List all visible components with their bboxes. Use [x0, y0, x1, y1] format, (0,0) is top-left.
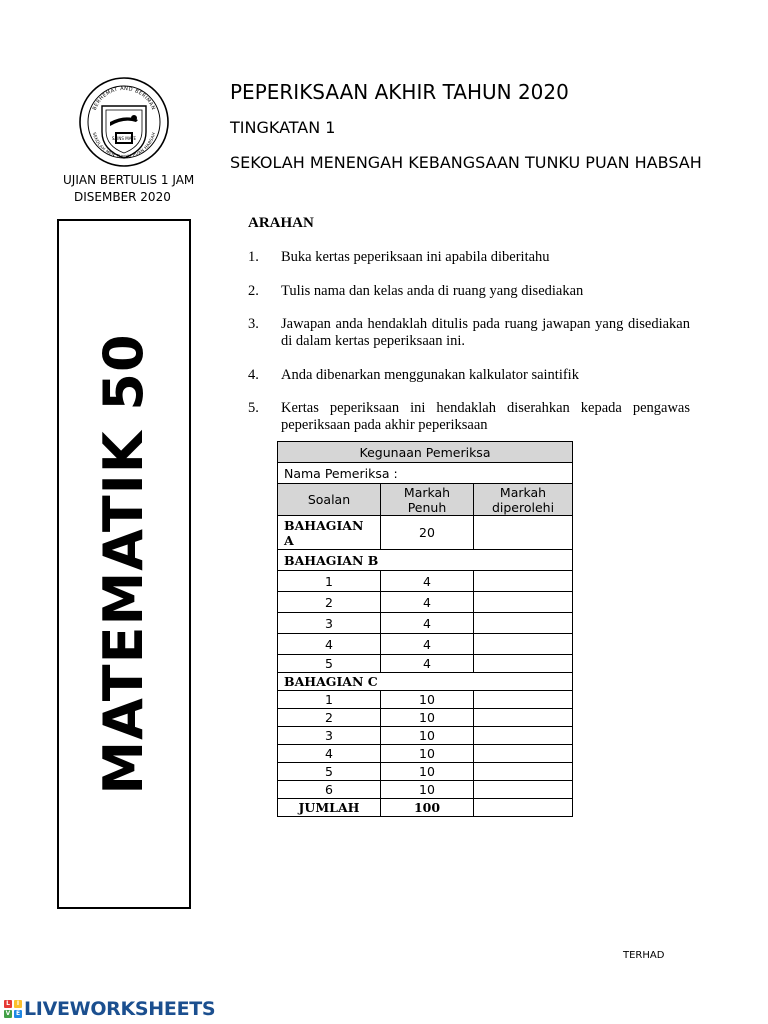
section-a-label: BAHAGIAN A — [278, 516, 381, 550]
question-number: 5 — [278, 763, 381, 781]
crest-motto-bottom: SEKOLAH MEN TUNKU PUAN HABSAH — [91, 131, 157, 160]
score-cell[interactable] — [474, 634, 573, 655]
question-number: 2 — [278, 709, 381, 727]
question-number: 3 — [278, 727, 381, 745]
classification-label: TERHAD — [623, 950, 665, 961]
test-duration: UJIAN BERTULIS 1 JAM — [63, 173, 195, 187]
school-name: SEKOLAH MENENGAH KEBANGSAAN TUNKU PUAN HABSAH — [230, 153, 702, 172]
question-number: 5 — [278, 655, 381, 673]
full-marks: 10 — [381, 709, 474, 727]
table-row — [278, 634, 573, 655]
table-row — [278, 727, 573, 745]
score-cell[interactable] — [474, 571, 573, 592]
score-cell[interactable] — [474, 592, 573, 613]
table-row — [278, 571, 573, 592]
table-row — [278, 709, 573, 727]
question-number: 6 — [278, 781, 381, 799]
score-cell[interactable] — [474, 781, 573, 799]
score-cell[interactable] — [474, 763, 573, 781]
instruction-number: 1. — [248, 249, 259, 265]
test-date: DISEMBER 2020 — [74, 190, 171, 204]
score-cell[interactable] — [474, 691, 573, 709]
table-title: Kegunaan Pemeriksa — [278, 442, 573, 463]
section-b-label: BAHAGIAN B — [278, 550, 573, 571]
score-cell[interactable] — [474, 745, 573, 763]
instructions-heading: ARAHAN — [248, 215, 314, 231]
section-a-score-cell[interactable] — [474, 516, 573, 550]
full-marks: 4 — [381, 592, 474, 613]
full-marks: 4 — [381, 613, 474, 634]
instruction-text: Kertas peperiksaan ini hendaklah diserahkan kepada pengawas peperiksaan pada akhir peperiksaan — [281, 400, 690, 433]
full-marks: 10 — [381, 781, 474, 799]
question-number: 2 — [278, 592, 381, 613]
table-row — [278, 613, 573, 634]
section-a-marks: 20 — [381, 516, 474, 550]
full-marks: 10 — [381, 763, 474, 781]
score-cell[interactable] — [474, 655, 573, 673]
instruction-number: 4. — [248, 367, 259, 383]
table-row — [278, 655, 573, 673]
full-marks: 4 — [381, 571, 474, 592]
score-cell[interactable] — [474, 613, 573, 634]
table-row — [278, 691, 573, 709]
total-score-cell[interactable] — [474, 799, 573, 817]
crest-book-text: SAINS MATE — [111, 136, 137, 141]
table-row — [278, 592, 573, 613]
score-cell[interactable] — [474, 727, 573, 745]
table-row — [278, 763, 573, 781]
instruction-number: 2. — [248, 283, 259, 299]
instruction-text: Buka kertas peperiksaan ini apabila diberitahu — [281, 249, 550, 265]
instruction-text: Tulis nama dan kelas anda di ruang yang disediakan — [281, 283, 584, 299]
marks-table — [277, 441, 573, 817]
full-marks: 4 — [381, 634, 474, 655]
table-row — [278, 781, 573, 799]
subject-box — [57, 219, 191, 909]
question-number: 1 — [278, 571, 381, 592]
school-crest-logo — [78, 76, 170, 168]
question-number: 3 — [278, 613, 381, 634]
total-marks: 100 — [381, 799, 474, 817]
full-marks: 4 — [381, 655, 474, 673]
question-number: 1 — [278, 691, 381, 709]
question-number: 4 — [278, 634, 381, 655]
form-level: TINGKATAN 1 — [230, 118, 336, 137]
table-row — [278, 745, 573, 763]
col-header-soalan: Soalan — [278, 484, 381, 516]
subject-title: MATEMATIK 50 — [92, 333, 155, 795]
total-label: JUMLAH — [278, 799, 381, 817]
instruction-number: 5. — [248, 400, 259, 416]
instruction-text: Jawapan anda hendaklah ditulis pada ruang jawapan yang disediakan di dalam kertas peperiksaan ini. — [281, 316, 690, 349]
crest-motto-top: BERHEMAT AND BERIMAN — [91, 85, 157, 112]
question-number: 4 — [278, 745, 381, 763]
exam-title: PEPERIKSAAN AKHIR TAHUN 2020 — [230, 80, 569, 104]
col-header-markah-diperolehi: Markah diperolehi — [474, 484, 573, 516]
liveworksheets-wordmark: LIVEWORKSHEETS — [24, 998, 216, 1020]
col-header-markah-penuh: Markah Penuh — [381, 484, 474, 516]
instruction-text: Anda dibenarkan menggunakan kalkulator saintifik — [281, 367, 579, 383]
examiner-name-label: Nama Pemeriksa : — [278, 463, 573, 484]
score-cell[interactable] — [474, 709, 573, 727]
section-c-label: BAHAGIAN C — [278, 673, 573, 691]
full-marks: 10 — [381, 745, 474, 763]
full-marks: 10 — [381, 727, 474, 745]
full-marks: 10 — [381, 691, 474, 709]
liveworksheets-icon: L I V E — [5, 1000, 21, 1017]
instruction-number: 3. — [248, 316, 259, 332]
